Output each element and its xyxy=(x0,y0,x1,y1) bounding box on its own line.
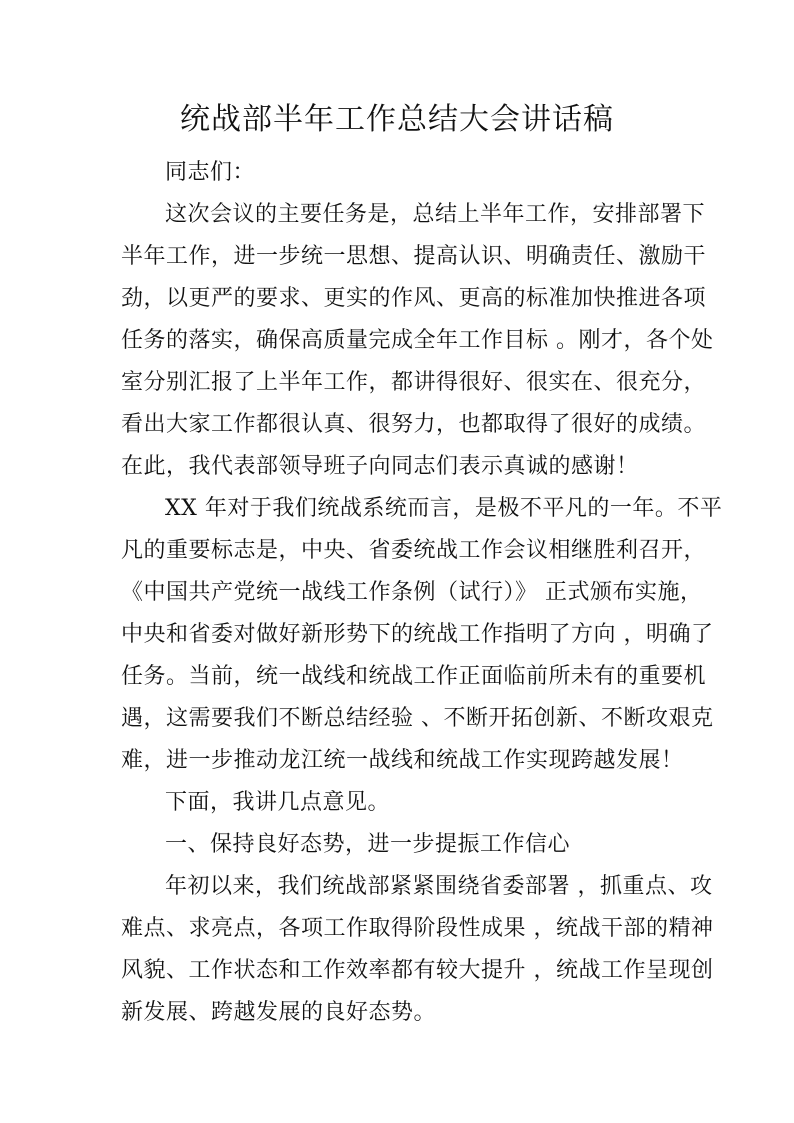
paragraph-4-line-4: 新发展、跨越发展的良好态势。 xyxy=(121,1000,437,1025)
paragraph-4-line-2: 难点、求亮点，各项工作取得阶段性成果 ，统战干部的精神 xyxy=(121,916,714,941)
paragraph-1-line-7: 在此，我代表部领导班子向同志们表示真诚的感谢！ xyxy=(121,454,639,479)
paragraph-2-line-2: 凡的重要标志是，中央、省委统战工作会议相继胜利召开， xyxy=(121,538,707,563)
paragraph-4-line-1: 年初以来，我们统战部紧紧围绕省委部署 ，抓重点、攻 xyxy=(165,874,713,899)
paragraph-2-line-7: 难，进一步推动龙江统一战线和统战工作实现跨越发展！ xyxy=(121,748,684,773)
paragraph-1-line-1: 这次会议的主要任务是，总结上半年工作，安排部署下 xyxy=(165,202,706,227)
paragraph-2-line-3: 《中国共产党统一战线工作条例（试行）》 正式颁布实施， xyxy=(121,580,703,605)
document-title: 统战部半年工作总结大会讲话稿 xyxy=(180,102,614,137)
paragraph-3-line-1: 下面，我讲几点意见。 xyxy=(165,790,391,815)
paragraph-1-line-3: 劲，以更严的要求、更实的作风、更高的标准加快推进各项 xyxy=(121,286,707,311)
paragraph-2-line-4: 中央和省委对做好新形势下的统战工作指明了方向 ，明确了 xyxy=(121,622,714,647)
paragraph-1-line-2: 半年工作，进一步统一思想、提高认识、明确责任、激励干 xyxy=(121,244,707,269)
document-body xyxy=(121,152,723,1034)
section-heading-1: 一、保持良好态势，进一步提振工作信心 xyxy=(165,832,571,857)
salutation-line: 同志们： xyxy=(165,160,256,185)
paragraph-2-line-1: XX 年对于我们统战系统而言，是极不平凡的一年。不平 xyxy=(165,496,723,521)
paragraph-2-line-6: 遇，这需要我们不断总结经验 、不断开拓创新、不断攻艰克 xyxy=(121,706,714,731)
paragraph-1-line-5: 室分别汇报了上半年工作，都讲得很好、很实在、很充分， xyxy=(121,370,707,395)
paragraph-2-line-5: 任务。当前，统一战线和统战工作正面临前所未有的重要机 xyxy=(121,664,707,689)
paragraph-1-line-6: 看出大家工作都很认真、很努力，也都取得了很好的成绩。 xyxy=(121,412,707,437)
paragraph-1-line-4: 任务的落实，确保高质量完成全年工作目标 。刚才，各个处 xyxy=(121,328,714,353)
paragraph-4-line-3: 风貌、工作状态和工作效率都有较大提升 ，统战工作呈现创 xyxy=(121,958,714,983)
